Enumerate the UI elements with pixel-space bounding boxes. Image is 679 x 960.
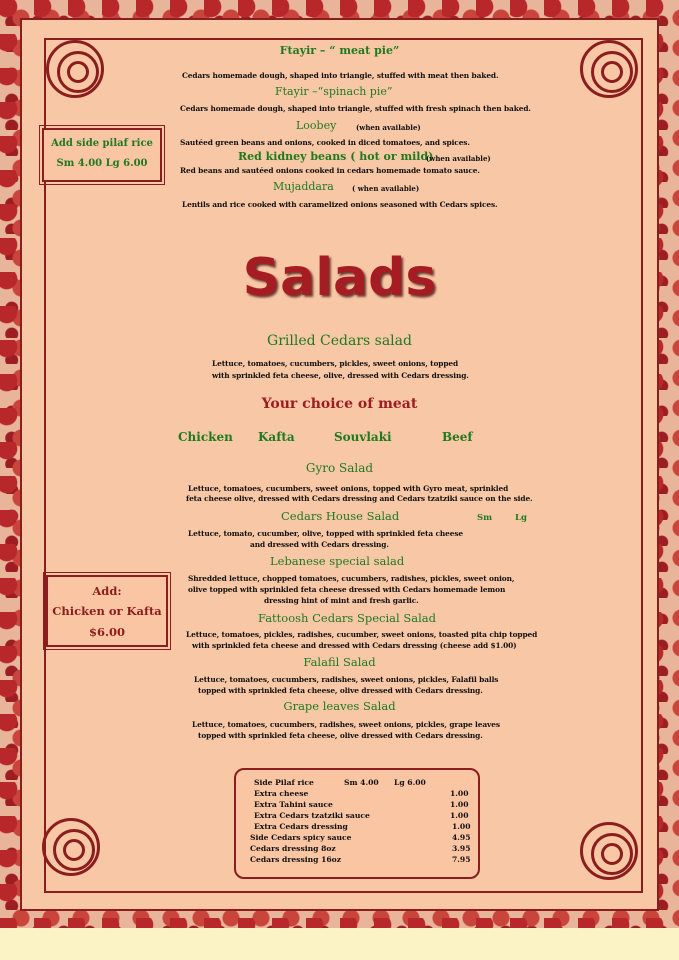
meat-option-souvlaki: Souvlaki — [334, 430, 392, 444]
item-ftayir-spinach-name: Ftayir –“spinach pie” — [275, 85, 393, 98]
house-salad-desc-1: Lettuce, tomato, cucumber, olive, topped with sprinkled feta cheese — [188, 529, 464, 538]
extras-item-price: 1.00 — [450, 811, 469, 820]
section-title-salads: Salads — [242, 248, 437, 308]
extras-item-price: 1.00 — [450, 789, 469, 798]
lebanese-salad-desc-3: dressing hint of mint and fresh garlic. — [264, 596, 419, 605]
add-meat-box — [46, 575, 168, 647]
fattoosh-salad-desc-2: with sprinkled feta cheese and dressed with Cedars dressing (cheese add $1.00) — [192, 641, 517, 650]
meat-choice-title: Your choice of meat — [261, 396, 418, 412]
fattoosh-salad-name: Fattoosh Cedars Special Salad — [258, 611, 436, 625]
extras-item-label: Extra Tahini sauce — [254, 800, 333, 809]
item-ftayir-meat-name: Ftayir – “ meat pie” — [279, 44, 400, 57]
grilled-cedars-desc-2: with sprinkled feta cheese, olive, dressed with Cedars dressing. — [212, 371, 469, 380]
item-mujaddara-desc: Lentils and rice cooked with caramelized onions seasoned with Cedars spices. — [182, 200, 498, 209]
meat-option-beef: Beef — [442, 430, 473, 444]
gyro-salad-desc-2: feta cheese olive, dressed with Cedars dressing and Cedars tzatziki sauce on the side. — [186, 494, 533, 503]
item-red-kidney-desc: Red beans and sautéed onions cooked in cedars homemade tomato sauce. — [180, 166, 480, 175]
item-loobey-name: Loobey — [296, 119, 337, 132]
fattoosh-salad-desc-1: Lettuce, tomatoes, pickles, radishes, cucumber, sweet onions, toasted pita chip topped — [186, 630, 538, 639]
extras-item-price: 4.95 — [452, 833, 471, 842]
falafil-salad-desc-2: topped with sprinkled feta cheese, olive dressed with Cedars dressing. — [198, 686, 483, 695]
extras-item-label: Cedars dressing 8oz — [250, 844, 336, 853]
item-mujaddara-name: Mujaddara — [273, 180, 334, 193]
grilled-cedars-desc-1: Lettuce, tomatoes, cucumbers, pickles, sweet onions, topped — [212, 359, 459, 368]
lebanese-salad-desc-1: Shredded lettuce, chopped tomatoes, cucumbers, radishes, pickles, sweet onion, — [188, 574, 515, 583]
grape-leaves-salad-name: Grape leaves Salad — [283, 699, 396, 713]
extras-item-label: Side Cedars spicy sauce — [250, 833, 352, 842]
celtic-knot-icon — [42, 818, 100, 876]
extras-item-label: Cedars dressing 16oz — [250, 855, 342, 864]
gyro-salad-name: Gyro Salad — [305, 461, 374, 475]
falafil-salad-name: Falafil Salad — [303, 655, 376, 669]
extras-item-price: 3.95 — [452, 844, 471, 853]
extras-item-label: Extra Cedars tzatziki sauce — [254, 811, 370, 820]
celtic-knot-icon — [580, 822, 638, 880]
pilaf-box-line2: Sm 4.00 Lg 6.00 — [56, 158, 148, 169]
house-salad-lg: Lg — [515, 513, 527, 523]
add-box-line1: Add: — [92, 584, 122, 598]
pilaf-box-line1: Add side pilaf rice — [51, 138, 153, 149]
meat-option-chicken: Chicken — [178, 430, 233, 444]
item-red-kidney-note: (when available) — [426, 154, 491, 163]
extras-item-price: 7.95 — [452, 855, 471, 864]
lebanese-salad-desc-2: olive topped with sprinkled feta cheese dressed with Cedars homemade lemon — [188, 585, 506, 594]
house-salad-name: Cedars House Salad — [281, 509, 400, 523]
extras-item-label: Extra cheese — [254, 789, 309, 798]
item-ftayir-meat-desc: Cedars homemade dough, shaped into triangle, stuffed with meat then baked. — [182, 71, 499, 80]
add-box-line2: Chicken or Kafta — [52, 604, 162, 618]
extras-pilaf-sm: Sm 4.00 — [344, 778, 379, 787]
item-ftayir-spinach-desc: Cedars homemade dough, shaped into triangle, stuffed with fresh spinach then baked. — [180, 104, 531, 113]
falafil-salad-desc-1: Lettuce, tomatoes, cucumbers, radishes, sweet onions, pickles, Falafil balls — [194, 675, 499, 684]
extras-item-price: 1.00 — [452, 822, 471, 831]
extras-box — [234, 768, 480, 879]
item-mujaddara-note: ( when available) — [352, 184, 420, 193]
extras-pilaf-lg: Lg 6.00 — [394, 778, 426, 787]
house-salad-sm: Sm — [477, 513, 493, 523]
extras-item-price: 1.00 — [450, 800, 469, 809]
grilled-cedars-name: Grilled Cedars salad — [267, 333, 412, 349]
item-loobey-note: (when available) — [356, 123, 421, 132]
grape-leaves-salad-desc-1: Lettuce, tomatoes, cucumbers, radishes, sweet onions, pickles, grape leaves — [192, 720, 500, 729]
add-box-line3: $6.00 — [88, 625, 125, 639]
item-loobey-desc: Sautéed green beans and onions, cooked in diced tomatoes, and spices. — [180, 138, 470, 147]
pilaf-rice-box — [42, 128, 162, 182]
extras-item-label: Extra Cedars dressing — [254, 822, 348, 831]
extras-pilaf-label: Side Pilaf rice — [254, 778, 314, 787]
bottom-strip — [0, 928, 679, 960]
meat-option-kafta: Kafta — [258, 430, 295, 444]
grape-leaves-salad-desc-2: topped with sprinkled feta cheese, olive dressed with Cedars dressing. — [198, 731, 483, 740]
house-salad-desc-2: and dressed with Cedars dressing. — [250, 540, 389, 549]
gyro-salad-desc-1: Lettuce, tomatoes, cucumbers, sweet onions, topped with Gyro meat, sprinkled — [188, 484, 509, 493]
item-red-kidney-name: Red kidney beans ( hot or mild) — [238, 150, 434, 163]
lebanese-salad-name: Lebanese special salad — [270, 554, 405, 568]
